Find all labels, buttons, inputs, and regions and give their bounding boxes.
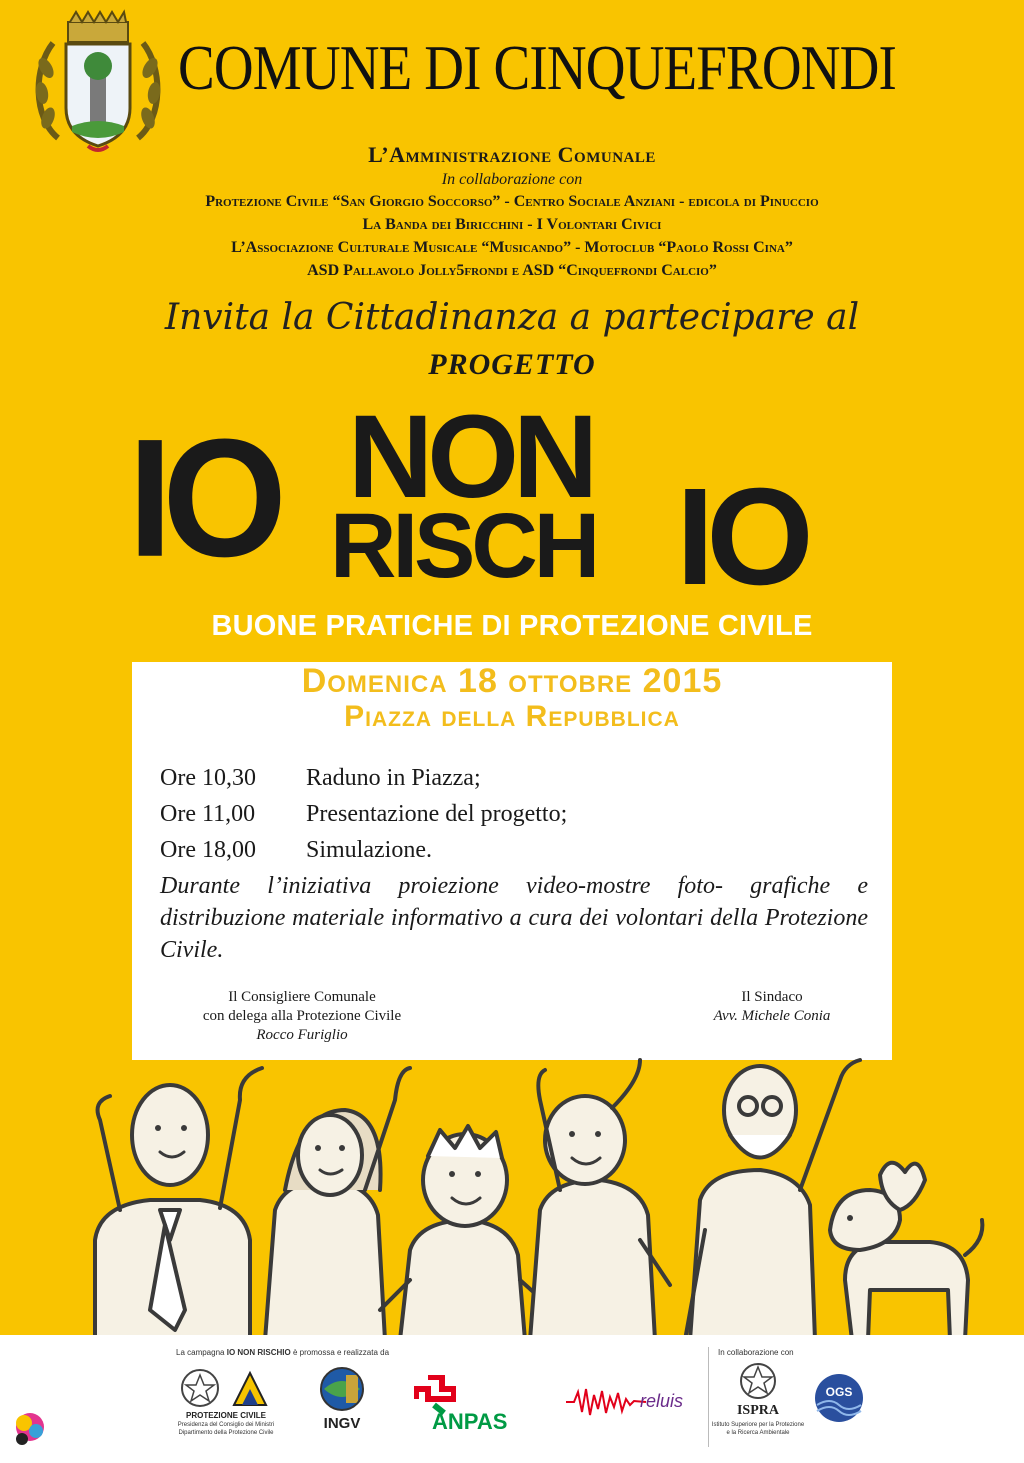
- signature-councillor: [162, 988, 442, 1045]
- producer-logo-icon: [8, 1407, 50, 1451]
- schedule-row: [160, 832, 880, 868]
- reluis-label: reluis: [640, 1391, 684, 1411]
- ispra-sub-line: e la Ricerca Ambientale: [726, 1430, 790, 1436]
- signature-role: con delega alla Protezione Civile: [202, 1008, 402, 1024]
- schedule-text: Raduno in Piazza;: [306, 765, 481, 791]
- protezione-civile-sub: [170, 1421, 282, 1437]
- footer-collab-note: In collaborazione con: [718, 1348, 794, 1357]
- ispra-label: ISPRA: [736, 1403, 779, 1418]
- protezione-sub-line: Dipartimento della Protezione Civile: [178, 1430, 274, 1436]
- schedule-text: Presentazione del progetto;: [306, 801, 568, 827]
- ingv-label: INGV: [323, 1415, 361, 1432]
- partner-line: Protezione Civile “San Giorgio Soccorso” - Centro Sociale Anziani - edicola di Pinuccio: [205, 193, 819, 210]
- organizers-block: [0, 140, 1024, 282]
- signature-role: Il Sindaco: [741, 989, 803, 1005]
- admin-title: L’Amministrazione Comunale: [368, 142, 656, 167]
- event-place: Piazza della Repubblica: [344, 700, 680, 733]
- schedule-text: Simulazione.: [306, 837, 432, 863]
- ingv-logo-icon: [318, 1365, 366, 1413]
- promo-bold: IO NON RISCHIO: [226, 1348, 291, 1357]
- ogs-label: OGS: [825, 1385, 853, 1399]
- promo-post: è promossa e realizzata da: [292, 1348, 390, 1357]
- logo-risch: RISCH: [330, 495, 597, 597]
- ispra-emblem-icon: [738, 1361, 778, 1401]
- invite-line: Invita la Cittadinanza a partecipare al: [164, 297, 860, 338]
- town-crest-icon: [28, 8, 168, 158]
- signature-name: Avv. Michele Conia: [713, 1008, 831, 1024]
- sponsor-footer: [0, 1335, 1024, 1463]
- schedule: [160, 760, 880, 868]
- signature-role: Il Consigliere Comunale: [228, 989, 376, 1005]
- schedule-time: Ore 10,30: [160, 765, 256, 791]
- collab-label: In collaborazione con: [441, 171, 583, 188]
- campaign-subtitle: BUONE PRATICHE DI PROTEZIONE CIVILE: [211, 610, 813, 642]
- signature-mayor: [672, 988, 872, 1026]
- logo-non: NON: [348, 391, 593, 523]
- logo-io-left: IO: [128, 403, 277, 592]
- event-note: Durante l’iniziativa proiezione video-mostre foto- grafiche e distribuzione materiale informativo a cura dei volontari della Protezione Civile.: [160, 873, 868, 963]
- protezione-civile-logo-icon: [176, 1367, 272, 1409]
- people-illustration: [0, 1040, 1024, 1340]
- event-date: Domenica 18 ottobre 2015: [301, 662, 723, 700]
- ispra-sub: [700, 1421, 816, 1437]
- partner-line: La Banda dei Biricchini - I Volontari Civici: [362, 216, 662, 233]
- logo-io-right: IO: [676, 460, 806, 614]
- signature-name: Rocco Furiglio: [256, 1027, 348, 1043]
- town-title: COMUNE DI CINQUEFRONDI: [178, 32, 896, 103]
- protezione-sub-line: Presidenza del Consiglio dei Ministri: [177, 1422, 275, 1428]
- schedule-time: Ore 18,00: [160, 837, 256, 863]
- partner-line: L’Associazione Culturale Musicale “Musicando” - Motoclub “Paolo Rossi Cina”: [231, 239, 793, 256]
- event-panel: [132, 662, 892, 1060]
- promo-pre: La campagna: [176, 1348, 225, 1357]
- partner-line: ASD Pallavolo Jolly5frondi e ASD “Cinquefrondi Calcio”: [307, 262, 717, 279]
- reluis-waveform-icon: [566, 1387, 646, 1417]
- schedule-row: [160, 760, 880, 796]
- ispra-sub-line: Istituto Superiore per la Protezione: [711, 1422, 805, 1428]
- protezione-civile-label: PROTEZIONE CIVILE: [185, 1411, 266, 1420]
- anpas-label: ANPAS: [432, 1409, 508, 1434]
- campaign-promo-note: [176, 1348, 389, 1357]
- schedule-time: Ore 11,00: [160, 801, 256, 827]
- schedule-row: [160, 796, 880, 832]
- progetto-label: PROGETTO: [428, 348, 596, 381]
